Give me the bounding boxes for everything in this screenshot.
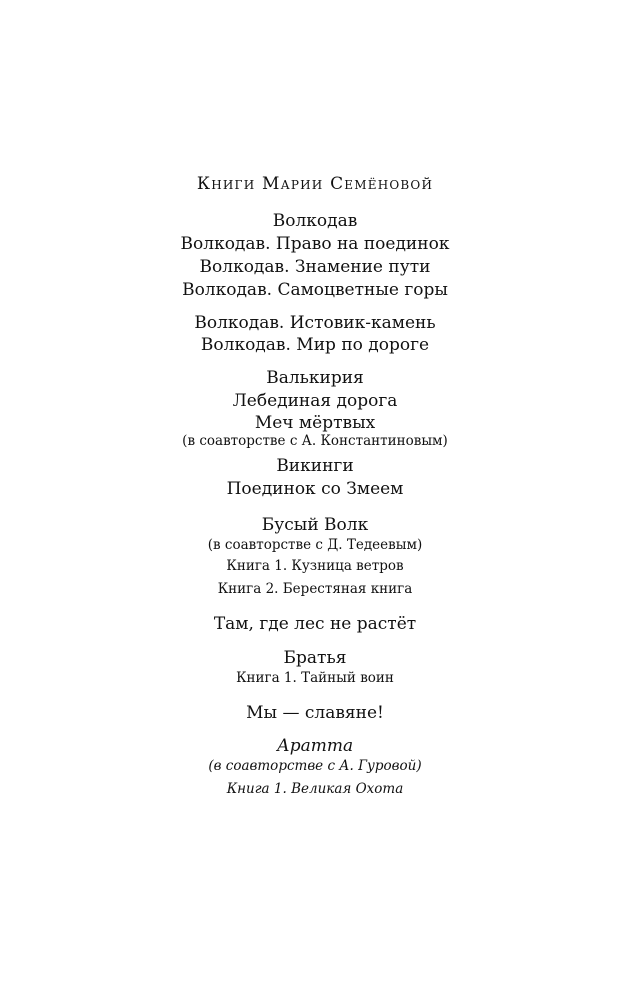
book-title: Волкодав. Самоцветные горы — [182, 280, 448, 300]
page-title: Книги Марии Семёновой — [196, 174, 434, 194]
book-subtitle: Книга 1. Тайный воин — [236, 670, 394, 686]
book-title: Аратта — [276, 736, 354, 756]
book-title: Волкодав. Мир по дороге — [200, 335, 430, 355]
coauthor-note: (в соавторстве с А. Константиновым) — [182, 433, 448, 449]
book-title: Меч мёртвых — [254, 413, 376, 433]
book-subtitle: Книга 2. Берестяная книга — [217, 581, 413, 597]
book-title: Братья — [283, 648, 347, 668]
book-title: Бусый Волк — [261, 515, 369, 535]
book-title: Волкодав. Знамение пути — [199, 257, 431, 277]
book-title: Лебединая дорога — [232, 391, 398, 411]
book-title: Там, где лес не растёт — [213, 614, 417, 634]
coauthor-note: (в соавторстве с Д. Тедеевым) — [207, 537, 423, 553]
book-title: Валькирия — [266, 368, 364, 388]
book-title: Волкодав — [272, 211, 358, 231]
book-title: Викинги — [276, 456, 354, 476]
book-subtitle: Книга 1. Кузница ветров — [226, 558, 404, 574]
coauthor-note: (в соавторстве с А. Гуровой) — [208, 758, 422, 774]
book-subtitle: Книга 1. Великая Охота — [226, 781, 404, 797]
book-title: Мы — славяне! — [246, 703, 384, 723]
book-title: Волкодав. Истовик-камень — [194, 313, 436, 333]
book-title: Волкодав. Право на поединок — [180, 234, 450, 254]
book-title: Поединок со Змеем — [226, 479, 404, 499]
